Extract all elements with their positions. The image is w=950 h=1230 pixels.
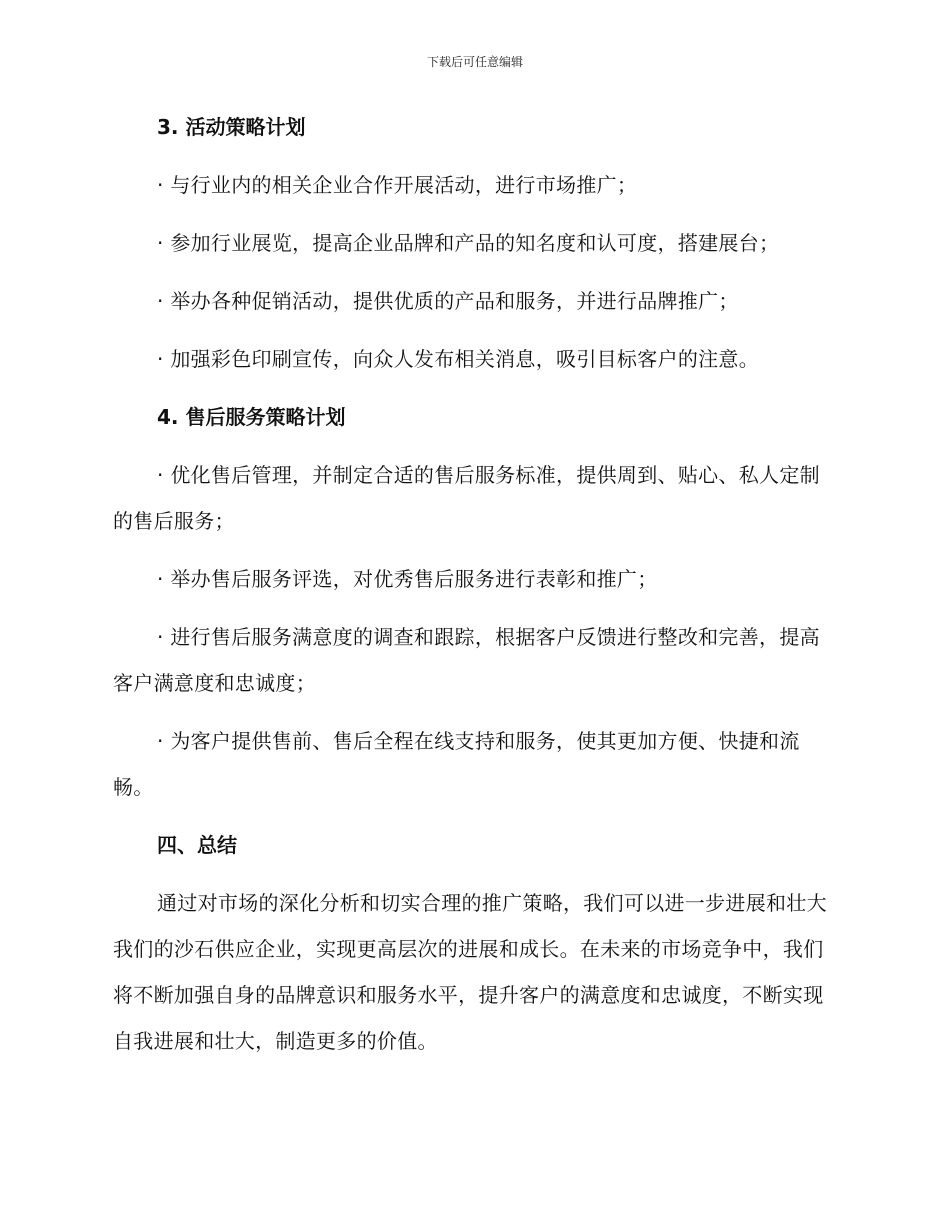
list-item: · 参加行业展览，提高企业品牌和产品的知名度和认可度，搭建展台； bbox=[157, 231, 780, 255]
page-header: 下载后可任意编辑 bbox=[426, 55, 523, 69]
section-heading: 4. 售后服务策略计划 bbox=[157, 405, 346, 429]
document-body bbox=[113, 104, 833, 1064]
section-heading: 3. 活动策略计划 bbox=[157, 115, 306, 139]
list-item: · 举办售后服务评选，对优秀售后服务进行表彰和推广； bbox=[157, 567, 658, 591]
section-after-sales-strategy bbox=[113, 394, 833, 810]
list-item: · 为客户提供售前、售后全程在线支持和服务，使其更加方便、快捷和流畅。 bbox=[113, 729, 800, 799]
section-activity-strategy bbox=[113, 104, 833, 382]
list-item: · 举办各种促销活动，提供优质的产品和服务，并进行品牌推广； bbox=[157, 289, 739, 313]
list-item: · 优化售后管理，并制定合适的售后服务标准，提供周到、贴心、私人定制的售后服务； bbox=[113, 463, 820, 533]
summary-paragraph: 通过对市场的深化分析和切实合理的推广策略，我们可以进一步进展和壮大我们的沙石供应企业，实现更高层次的进展和成长。在未来的市场竞争中，我们将不断加强自身的品牌意识和服务水平，提升客户的满意度和忠诚度，不断实现自我进展和壮大，制造更多的价值。 bbox=[113, 891, 827, 1053]
section-summary bbox=[113, 822, 833, 1064]
list-item: · 进行售后服务满意度的调查和跟踪，根据客户反馈进行整改和完善，提高客户满意度和忠诚度； bbox=[113, 625, 820, 695]
section-heading: 四、总结 bbox=[157, 833, 237, 857]
list-item: · 加强彩色印刷宣传，向众人发布相关消息，吸引目标客户的注意。 bbox=[157, 347, 760, 371]
list-item: · 与行业内的相关企业合作开展活动，进行市场推广； bbox=[157, 173, 638, 197]
